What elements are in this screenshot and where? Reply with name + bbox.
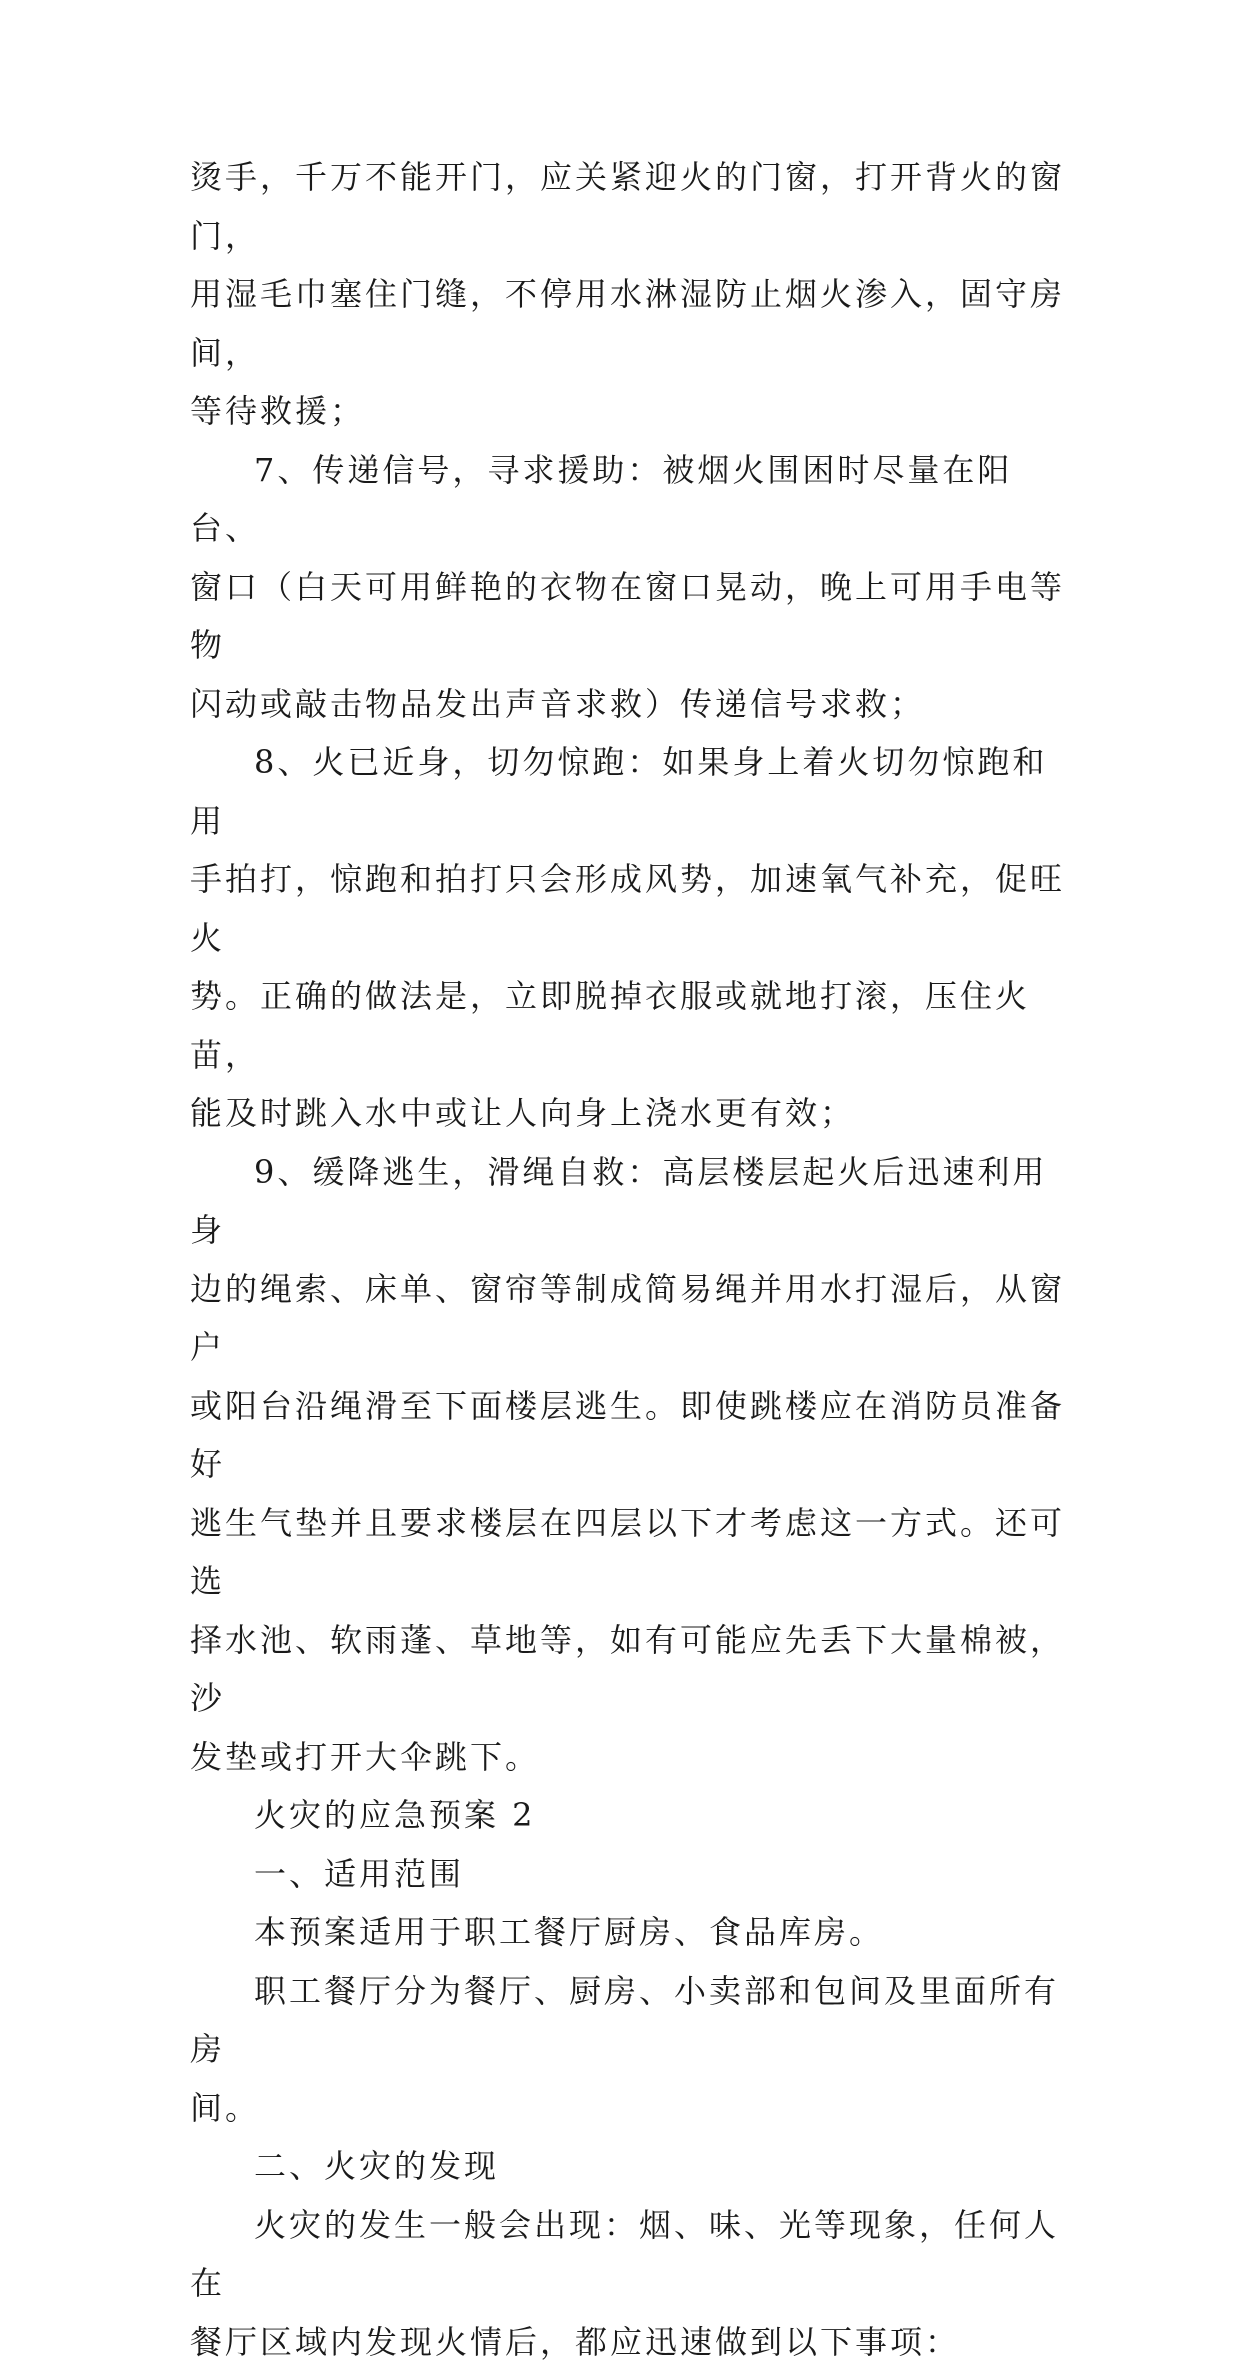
section-heading: 一、适用范围 (190, 1845, 1070, 1904)
text-line: 等待救援； (190, 382, 1070, 441)
text-line: 7、传递信号，寻求援助：被烟火围困时尽量在阳台、 (190, 441, 1070, 558)
document-body (190, 148, 1070, 2371)
text-line: 发垫或打开大伞跳下。 (190, 1728, 1070, 1787)
text-line: 手拍打，惊跑和拍打只会形成风势，加速氧气补充，促旺火 (190, 850, 1070, 967)
text-line: 逃生气垫并且要求楼层在四层以下才考虑这一方式。还可选 (190, 1494, 1070, 1611)
text-line: 势。正确的做法是，立即脱掉衣服或就地打滚，压住火苗， (190, 967, 1070, 1084)
text-line: 餐厅区域内发现火情后，都应迅速做到以下事项： (190, 2313, 1070, 2371)
text-line: 9、缓降逃生，滑绳自救：高层楼层起火后迅速利用身 (190, 1143, 1070, 1260)
text-line: 8、火已近身，切勿惊跑：如果身上着火切勿惊跑和用 (190, 733, 1070, 850)
text-line: 择水池、软雨蓬、草地等，如有可能应先丢下大量棉被，沙 (190, 1611, 1070, 1728)
text-line: 窗口（白天可用鲜艳的衣物在窗口晃动，晚上可用手电等物 (190, 558, 1070, 675)
text-line: 职工餐厅分为餐厅、厨房、小卖部和包间及里面所有房 (190, 1962, 1070, 2079)
section-title: 火灾的应急预案 2 (190, 1786, 1070, 1845)
text-line: 边的绳索、床单、窗帘等制成简易绳并用水打湿后，从窗户 (190, 1260, 1070, 1377)
text-line: 本预案适用于职工餐厅厨房、食品库房。 (190, 1903, 1070, 1962)
text-line: 用湿毛巾塞住门缝，不停用水淋湿防止烟火渗入，固守房间， (190, 265, 1070, 382)
text-line: 火灾的发生一般会出现：烟、味、光等现象，任何人在 (190, 2196, 1070, 2313)
text-line: 间。 (190, 2079, 1070, 2138)
text-line: 或阳台沿绳滑至下面楼层逃生。即使跳楼应在消防员准备好 (190, 1377, 1070, 1494)
text-line: 烫手，千万不能开门，应关紧迎火的门窗，打开背火的窗门， (190, 148, 1070, 265)
text-line: 闪动或敲击物品发出声音求救）传递信号求救； (190, 675, 1070, 734)
text-line: 能及时跳入水中或让人向身上浇水更有效； (190, 1084, 1070, 1143)
section-heading: 二、火灾的发现 (190, 2137, 1070, 2196)
